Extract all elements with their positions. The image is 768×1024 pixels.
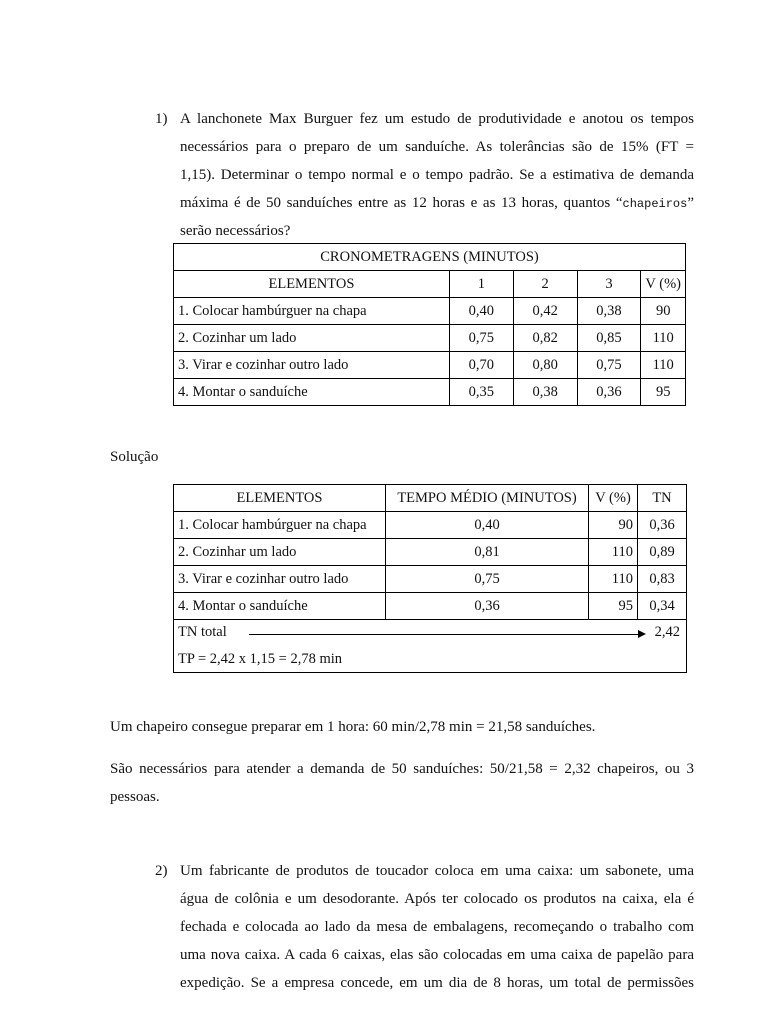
cronometragens-table: [173, 243, 686, 406]
cell: 0,38: [577, 298, 641, 325]
result-chapeiros-line-1: São necessários para atender a demanda de 50 sanduíches: 50/21,58 = 2,32 chapeiros, ou 3: [110, 761, 694, 777]
question-2-line-2: água de colônia e um desodorante. Após ter colocado os produtos na caixa, ela é: [180, 891, 694, 907]
table-row: [174, 379, 686, 406]
question-2-number: 2): [155, 863, 168, 879]
header-1: 1: [449, 271, 513, 298]
header-elementos: ELEMENTOS: [174, 271, 450, 298]
cell: 0,75: [386, 566, 589, 593]
cell: 0,89: [638, 539, 687, 566]
header-3: 3: [577, 271, 641, 298]
result-chapeiros: [110, 755, 694, 811]
question-2-line-4: uma nova caixa. A cada 6 caixas, elas são colocadas em uma caixa de papelão para: [180, 947, 694, 963]
cell: 3. Virar e cozinhar outro lado: [174, 566, 386, 593]
cell: 0,35: [449, 379, 513, 406]
cell: 110: [641, 352, 686, 379]
cell: 95: [589, 593, 638, 620]
cell: 110: [589, 566, 638, 593]
header-tn: TN: [638, 485, 687, 512]
cell: 95: [641, 379, 686, 406]
header-elementos: ELEMENTOS: [174, 485, 386, 512]
tn-total-value: 2,42: [654, 624, 680, 640]
question-1-line-3: 1,15). Determinar o tempo normal e o tempo padrão. Se a estimativa de demanda: [180, 167, 694, 183]
solution-table: [173, 484, 687, 673]
cell: 110: [641, 325, 686, 352]
tp-formula: TP = 2,42 x 1,15 = 2,78 min: [178, 651, 343, 667]
cell: 90: [641, 298, 686, 325]
question-2-text: [180, 857, 694, 997]
table-row: [174, 352, 686, 379]
cell: 2. Cozinhar um lado: [174, 539, 386, 566]
table-row: [174, 566, 687, 593]
cell: 0,36: [386, 593, 589, 620]
cell: 3. Virar e cozinhar outro lado: [174, 352, 450, 379]
cell: 0,36: [638, 512, 687, 539]
table-row: [174, 539, 687, 566]
arrow-line: [249, 634, 639, 635]
table-row: [174, 298, 686, 325]
table-header-row: [174, 485, 687, 512]
cell: 0,85: [577, 325, 641, 352]
cell: 0,36: [577, 379, 641, 406]
cell: 4. Montar o sanduíche: [174, 379, 450, 406]
cell: 0,42: [513, 298, 577, 325]
arrow-right-icon: [638, 630, 646, 638]
question-2-line-1: Um fabricante de produtos de toucador coloca em uma caixa: um sabonete, uma: [180, 863, 694, 879]
table-header-row: [174, 271, 686, 298]
question-1-text: [180, 105, 694, 245]
result-per-hour: Um chapeiro consegue preparar em 1 hora: 60 min/2,78 min = 21,58 sanduíches.: [110, 719, 596, 735]
table-row: [174, 512, 687, 539]
cell: 2. Cozinhar um lado: [174, 325, 450, 352]
question-1-line-5: serão necessários?: [180, 223, 291, 239]
header-2: 2: [513, 271, 577, 298]
question-1-line-4-pre: máxima é de 50 sanduíches entre as 12 horas e as 13 horas, quantos “: [180, 195, 623, 211]
question-1-line-2: necessários para o preparo de um sanduíche. As tolerâncias são de 15% (FT =: [180, 139, 694, 155]
header-v: V (%): [641, 271, 686, 298]
tn-total-cell: [174, 620, 687, 673]
cell: 0,34: [638, 593, 687, 620]
cell: 0,38: [513, 379, 577, 406]
cell: 0,75: [449, 325, 513, 352]
question-1-line-4: [180, 189, 694, 217]
cell: 0,80: [513, 352, 577, 379]
cell: 90: [589, 512, 638, 539]
table-title-row: [174, 244, 686, 271]
header-v: V (%): [589, 485, 638, 512]
tn-total-row: [174, 620, 687, 673]
tn-total-label: TN total: [178, 624, 227, 640]
header-tempo-medio: TEMPO MÉDIO (MINUTOS): [386, 485, 589, 512]
question-1-line-4-post: ”: [687, 195, 694, 211]
question-1-line-1: A lanchonete Max Burguer fez um estudo de produtividade e anotou os tempos: [180, 111, 694, 127]
chapeiros-term: chapeiros: [622, 197, 688, 211]
cell: 4. Montar o sanduíche: [174, 593, 386, 620]
cell: 0,40: [386, 512, 589, 539]
table-row: [174, 325, 686, 352]
question-2-line-5: expedição. Se a empresa concede, em um dia de 8 horas, um total de permissões: [180, 975, 694, 991]
cell: 0,82: [513, 325, 577, 352]
solution-label: Solução: [110, 449, 159, 465]
cell: 0,83: [638, 566, 687, 593]
cell: 0,70: [449, 352, 513, 379]
cell: 110: [589, 539, 638, 566]
question-2-line-3: fechada e colocada ao lado da mesa de embalagens, recomeçando o trabalho com: [180, 919, 694, 935]
cell: 0,81: [386, 539, 589, 566]
question-1-number: 1): [155, 111, 168, 127]
result-chapeiros-line-2: pessoas.: [110, 789, 160, 805]
cell: 1. Colocar hambúrguer na chapa: [174, 512, 386, 539]
cell: 1. Colocar hambúrguer na chapa: [174, 298, 450, 325]
table-row: [174, 593, 687, 620]
table-title: CRONOMETRAGENS (MINUTOS): [174, 244, 686, 271]
cell: 0,40: [449, 298, 513, 325]
cell: 0,75: [577, 352, 641, 379]
